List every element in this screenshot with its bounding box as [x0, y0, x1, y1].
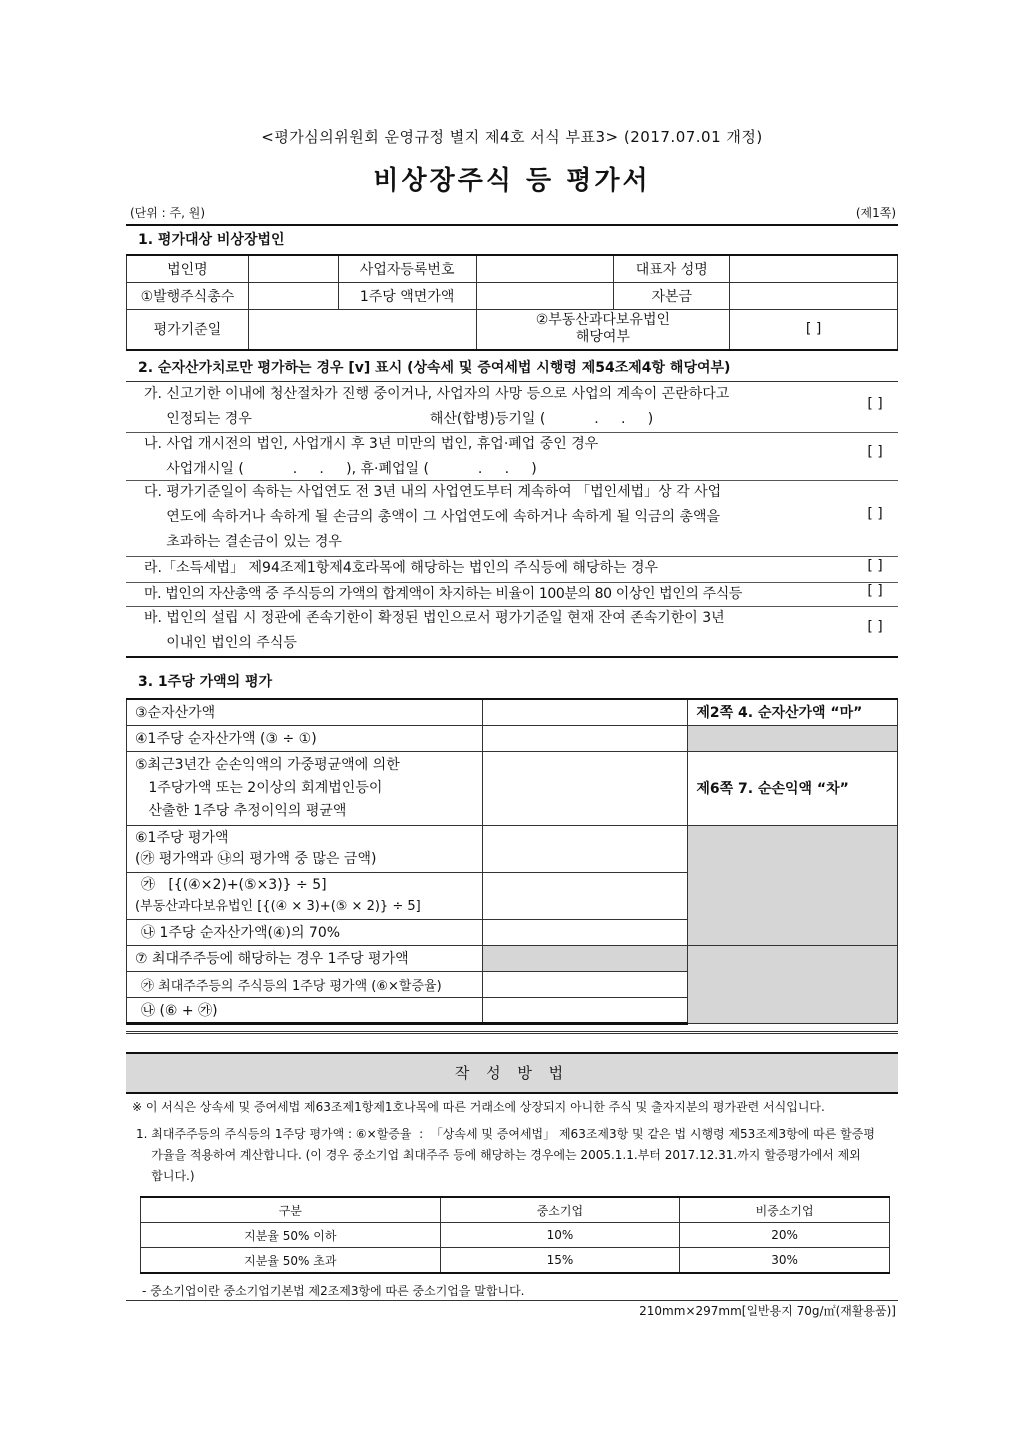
premium-value-label: ㉮ 최대주주등의 주식등의 1주당 평가액 (⑥×할증율)	[127, 971, 483, 997]
item-da-line2: 연도에 속하거나 속하게 될 손금의 총액이 그 사업연도에 속하거나 속하게 될 익금의 총액을	[144, 509, 721, 525]
method-note2	[136, 1124, 896, 1187]
biz-reg-label: 사업자등록번호	[338, 255, 476, 283]
profit-avg-ref: 제6쪽 7. 순손익액 “차”	[688, 751, 898, 825]
method-note2-line2: 가율을 적용하여 계산합니다. (이 경우 중소기업 최대주주 등에 해당하는 경우에는 2005.1.1.부터 2017.12.31.까지 할증평가에서 제외	[136, 1148, 861, 1162]
divider	[126, 224, 898, 226]
item-ba-line2: 이내인 법인의 주식등	[144, 635, 297, 651]
formula-ga-label	[127, 872, 483, 919]
item-ba	[126, 606, 898, 658]
net-asset-per-share-field[interactable]	[482, 725, 688, 751]
th-category: 구분	[141, 1197, 441, 1223]
method-note2-line1: 1. 최대주주등의 주식등의 1주당 평가액 : ⑥×할증율 : 「상속세 및 증여세법」 제63조제3항 및 같은 법 시행령 제53조제3항에 따른 할증평	[136, 1127, 875, 1141]
per-share-value-field[interactable]	[482, 825, 688, 872]
th-non-sme: 비중소기업	[680, 1197, 890, 1223]
per-share-value-label	[127, 825, 483, 872]
net-asset-ref: 제2쪽 4. 순자산가액 “마”	[688, 699, 898, 725]
page-number: (제1쪽)	[855, 206, 896, 220]
item-ra-text: 라.「소득세법」 제94조제1항제4호라목에 해당하는 법인의 주식등에 해당하는 경우	[144, 560, 659, 576]
item-ga-checkbox[interactable]: [ ]	[867, 396, 883, 412]
net-asset-label: ③순자산가액	[127, 699, 483, 725]
total-shares-field[interactable]	[248, 283, 338, 310]
item-ba-line1: 바. 법인의 설립 시 정관에 존속기한이 확정된 법인으로서 평가기준일 현재 잔여 존속기한이 3년	[144, 610, 725, 626]
table-cell: 지분율 50% 이하	[141, 1223, 441, 1248]
item-da-text	[144, 480, 838, 555]
formula-ga-line2: (부동산과다보유법인 [{(④ × 3)+(⑤ × 2)} ÷ 5]	[135, 898, 421, 914]
shaded-cell	[688, 825, 898, 945]
capital-field[interactable]	[730, 283, 898, 310]
item-ga-line1: 가. 신고기한 이내에 청산절차가 진행 중이거나, 사업자의 사망 등으로 사업의 계속이 곤란하다고	[144, 386, 730, 402]
net-asset-per-share-label: ④1주당 순자산가액 (③ ÷ ①)	[127, 725, 483, 751]
par-value-field[interactable]	[476, 283, 614, 310]
net-asset-field[interactable]	[482, 699, 688, 725]
item-da	[126, 480, 898, 557]
profit-avg-label	[127, 751, 483, 825]
table-cell: 15%	[440, 1248, 680, 1274]
divider	[126, 1031, 898, 1034]
item-na-text	[144, 432, 838, 482]
section2-title: 2. 순자산가치로만 평가하는 경우 [v] 표시 (상속세 및 증여세법 시행령 제54조제4항 해당여부)	[138, 360, 731, 376]
item-ga	[126, 382, 898, 433]
par-value-label: 1주당 액면가액	[338, 283, 476, 310]
item-da-line3: 초과하는 결손금이 있는 경우	[144, 534, 342, 550]
item-ba-checkbox[interactable]: [ ]	[867, 619, 883, 635]
item-ma-text: 마. 법인의 자산총액 중 주식등의 가액의 합계액이 차지하는 비율이 100분의 80 이상인 법인의 주식등	[144, 586, 742, 602]
item-ga-line2: 인정되는 경우 해산(합병)등기일 ( . . )	[144, 411, 654, 427]
item-da-line1: 다. 평가기준일이 속하는 사업연도 전 3년 내의 사업연도부터 계속하여 「법인세법」상 각 사업	[144, 484, 722, 500]
item-na-checkbox[interactable]: [ ]	[867, 444, 883, 460]
total-shares-label: ①발행주식총수	[127, 283, 249, 310]
premium-value-field[interactable]	[482, 971, 688, 997]
profit-avg-line2: 1주당가액 또는 2이상의 회계법인등이	[135, 779, 383, 796]
paper-spec: 210mm×297mm[일반용지 70g/㎡(재활용품)]	[639, 1304, 896, 1318]
corp-name-label: 법인명	[127, 255, 249, 283]
form-reference: <평가심의위원회 운영규정 별지 제4호 서식 부표3> (2017.07.01 개정)	[261, 128, 763, 146]
table-cell: 30%	[680, 1248, 890, 1274]
item-ra-checkbox[interactable]: [ ]	[867, 558, 883, 574]
per-share-valuation-table	[126, 698, 898, 1025]
method-note1: ※ 이 서식은 상속세 및 증여세법 제63조제1항제1호나목에 따른 거래소에 상장되지 아니한 주식 및 출자지분의 평가관련 서식입니다.	[132, 1100, 825, 1114]
capital-label: 자본금	[614, 283, 730, 310]
profit-avg-line1: ⑤최근3년간 순손익액의 가중평균액에 의한	[135, 756, 400, 773]
shaded-cell	[688, 945, 898, 1023]
item-na-line1: 나. 사업 개시전의 법인, 사업개시 후 3년 미만의 법인, 휴업·폐업 중인 경우	[144, 436, 599, 452]
item-ma-checkbox[interactable]: [ ]	[867, 583, 883, 599]
per-share-value-line1: ⑥1주당 평가액	[135, 829, 229, 846]
unit-label: (단위 : 주, 원)	[130, 206, 206, 220]
sme-footnote: - 중소기업이란 중소기업기본법 제2조제3항에 따른 중소기업을 말합니다.	[142, 1284, 525, 1298]
real-estate-corp-label-line2: 해당여부	[575, 329, 630, 346]
item-ra	[126, 556, 898, 583]
premium-rate-table	[140, 1196, 890, 1274]
item-da-checkbox[interactable]: [ ]	[867, 506, 883, 522]
table-cell: 지분율 50% 초과	[141, 1248, 441, 1274]
real-estate-corp-label	[476, 310, 730, 350]
item-na	[126, 432, 898, 481]
th-sme: 중소기업	[440, 1197, 680, 1223]
shaded-cell	[688, 725, 898, 751]
major-shareholder-label: ⑦ 최대주주등에 해당하는 경우 1주당 평가액	[127, 945, 483, 971]
valuation-date-field[interactable]	[248, 310, 476, 350]
item-ba-text	[144, 606, 838, 656]
corp-info-table	[126, 254, 898, 351]
section3-title: 3. 1주당 가액의 평가	[138, 674, 273, 690]
real-estate-corp-label-line1: ②부동산과다보유법인	[535, 312, 671, 329]
biz-reg-field[interactable]	[476, 255, 614, 283]
final-value-field[interactable]	[482, 997, 688, 1023]
item-ga-text	[144, 382, 838, 432]
table-cell: 10%	[440, 1223, 680, 1248]
corp-name-field[interactable]	[248, 255, 338, 283]
profit-avg-field[interactable]	[482, 751, 688, 825]
ceo-name-label: 대표자 성명	[614, 255, 730, 283]
per-share-value-line2: (㉮ 평가액과 ㉯의 평가액 중 많은 금액)	[135, 850, 377, 867]
formula-ga-field[interactable]	[482, 872, 688, 919]
item-ma	[126, 582, 898, 607]
ceo-name-field[interactable]	[730, 255, 898, 283]
table-cell: 20%	[680, 1223, 890, 1248]
real-estate-corp-checkbox[interactable]: [ ]	[730, 310, 898, 350]
shaded-cell	[482, 945, 688, 971]
formula-na-field[interactable]	[482, 919, 688, 945]
section1-title: 1. 평가대상 비상장법인	[138, 232, 285, 248]
profit-avg-line3: 산출한 1주당 추정이익의 평균액	[135, 802, 347, 819]
final-value-label: ㉯ (⑥ + ㉮)	[127, 997, 483, 1023]
formula-ga-line1: ㉮ [{(④×2)+(⑤×3)} ÷ 5]	[141, 876, 327, 893]
divider	[126, 1300, 898, 1301]
formula-na-label: ㉯ 1주당 순자산가액(④)의 70%	[127, 919, 483, 945]
method-note2-line3: 합니다.)	[136, 1169, 195, 1183]
item-na-line2: 사업개시일 ( . . ), 휴·폐업일 ( . . )	[144, 461, 537, 477]
method-title: 작 성 방 법	[126, 1052, 898, 1094]
page-title: 비상장주식 등 평가서	[373, 166, 651, 196]
valuation-date-label: 평가기준일	[127, 310, 249, 350]
